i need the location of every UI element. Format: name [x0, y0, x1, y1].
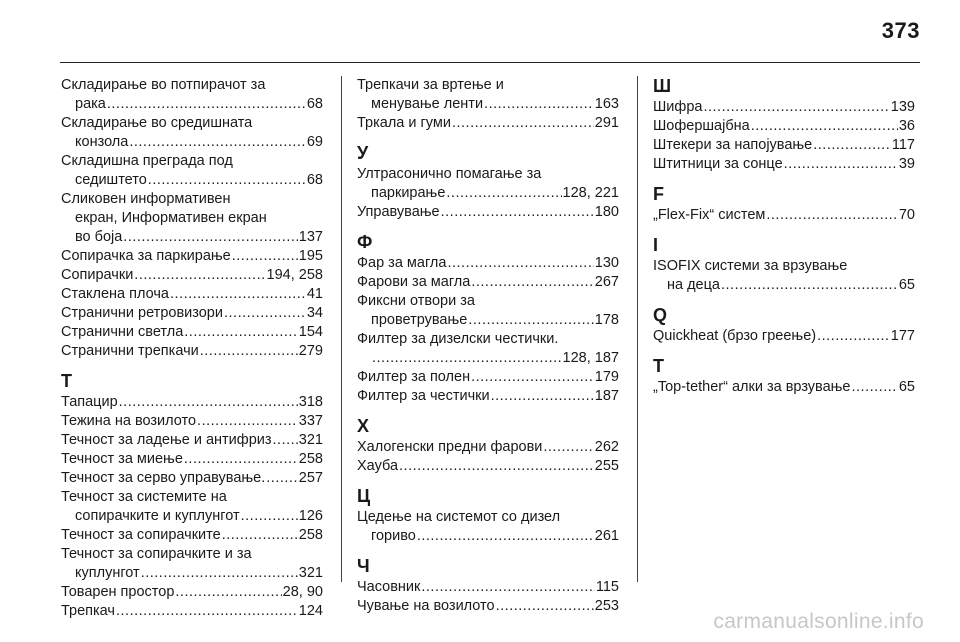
index-entry-text: Часовник: [357, 579, 421, 595]
dot-leader: [148, 171, 306, 190]
index-page-ref: 117: [891, 137, 915, 153]
index-entry: [61, 526, 323, 545]
index-entry-text: Сопирачка за паркирање: [61, 248, 231, 264]
index-entry-text: Странични трепкачи: [61, 343, 199, 359]
dot-leader: [184, 450, 298, 469]
index-entry-text: Ултрасонично помагање за: [357, 166, 542, 182]
index-entry: [357, 203, 619, 222]
index-entry-text: во боја: [75, 229, 123, 245]
index-entry-text: Странични ретровизори: [61, 305, 223, 321]
index-entry: [357, 292, 619, 330]
index-page-ref: 179: [594, 369, 619, 385]
dot-leader: [123, 228, 298, 247]
dot-leader: [417, 527, 594, 546]
index-page-ref: 177: [890, 328, 915, 344]
index-entry-text: Товарен простор: [61, 584, 175, 600]
dot-leader: [471, 368, 594, 387]
index-letter-heading: Ц: [357, 486, 371, 506]
dot-leader: [184, 323, 298, 342]
index-entry: [61, 469, 323, 488]
dot-leader: [197, 412, 298, 431]
watermark: carmanualsonline.info: [713, 610, 924, 633]
index-page-ref: 178: [594, 312, 619, 328]
index-entry: [357, 273, 619, 292]
index-entry-text: паркирање: [371, 185, 446, 201]
index-entry-text: Течност за сопирачките и за: [61, 546, 252, 562]
dot-leader: [784, 155, 898, 174]
dot-leader: [817, 327, 890, 346]
index-entry-text: Штекери за напојување: [653, 137, 813, 153]
index-page-ref: 34: [306, 305, 323, 321]
index-column-2: [357, 76, 619, 616]
index-page-ref: 139: [890, 99, 915, 115]
index-page-ref: 255: [594, 458, 619, 474]
dot-leader: [141, 564, 298, 583]
index-entry: [357, 114, 619, 133]
index-entry-text: гориво: [371, 528, 416, 544]
index-entry: [61, 488, 323, 526]
index-page-ref: 258: [298, 451, 323, 467]
index-entry-text: Филтер за дизелски честички.: [357, 331, 559, 347]
index-page-ref: 68: [306, 96, 323, 112]
index-entry-text: Филтер за полен: [357, 369, 471, 385]
index-entry: [61, 431, 323, 450]
index-entry-text: Сопирачки: [61, 267, 134, 283]
index-entry-text: Складирање во средишната: [61, 115, 253, 131]
index-page-ref: 291: [594, 115, 619, 131]
index-entry-text: Штитници за сонце: [653, 156, 783, 172]
index-page-ref: 128, 221: [562, 185, 619, 201]
index-entry: [357, 597, 619, 616]
dot-leader: [421, 578, 595, 597]
index-entry: [357, 254, 619, 273]
index-entry-text: Течност за миење: [61, 451, 183, 467]
index-entry: [653, 206, 915, 225]
index-entry-text: Трепкачи за вртење и: [357, 77, 504, 93]
index-page-ref: 41: [306, 286, 323, 302]
index-entry: [61, 285, 323, 304]
index-entry-text: Течност за серво управување.: [61, 470, 266, 486]
index-entry: [653, 327, 915, 346]
dot-leader: [766, 206, 898, 225]
index-entry: [653, 257, 915, 295]
index-entry: [357, 368, 619, 387]
index-entry-text: Quickheat (брзо греење): [653, 328, 817, 344]
index-entry: [61, 323, 323, 342]
index-entry-text: ISOFIX системи за врзување: [653, 258, 848, 274]
dot-leader: [273, 431, 298, 450]
index-page-ref: 195: [298, 248, 323, 264]
index-page-ref: 115: [595, 579, 619, 595]
index-page-ref: 194, 258: [266, 267, 323, 283]
index-entry: [653, 378, 915, 397]
index-entry: [61, 412, 323, 431]
dot-leader: [129, 133, 306, 152]
column-divider-2: [637, 76, 638, 582]
index-entry-text: седиштето: [75, 172, 147, 188]
dot-leader: [224, 304, 306, 323]
index-letter-heading: Q: [653, 305, 668, 325]
index-entry-text: Фарови за магла: [357, 274, 471, 290]
index-page-ref: 28, 90: [282, 584, 323, 600]
index-entry-text: Тежина на возилото: [61, 413, 197, 429]
column-divider-1: [341, 76, 342, 582]
dot-leader: [496, 597, 594, 616]
index-page-ref: 65: [898, 379, 915, 395]
dot-leader: [447, 254, 593, 273]
index-entry: [653, 136, 915, 155]
index-page-ref: 267: [594, 274, 619, 290]
index-entry-text: Хауба: [357, 458, 399, 474]
index-entry: [61, 247, 323, 266]
index-entry-text: проветрување: [371, 312, 468, 328]
dot-leader: [468, 311, 593, 330]
index-entry-text: Фиксни отвори за: [357, 293, 475, 309]
dot-leader: [119, 393, 298, 412]
index-letter-heading: T: [653, 356, 664, 376]
dot-leader: [721, 276, 898, 295]
index-letter-heading: Т: [61, 371, 72, 391]
dot-leader: [170, 285, 306, 304]
index-entry: [61, 393, 323, 412]
index-page-ref: 321: [298, 565, 323, 581]
index-entry: [357, 508, 619, 546]
dot-leader: [232, 247, 298, 266]
index-entry-text: на деца: [667, 277, 720, 293]
index-entry: [61, 190, 323, 247]
index-entry: [61, 602, 323, 621]
index-letter-heading: F: [653, 184, 664, 204]
dot-leader: [116, 602, 298, 621]
index-entry: [61, 583, 323, 602]
index-entry-text: Сликовен информативен: [61, 191, 231, 207]
header-rule: [60, 62, 920, 63]
index-entry-text: Управување: [357, 204, 440, 220]
index-entry-text: екран, Информативен екран: [75, 210, 267, 226]
index-page-ref: 126: [298, 508, 323, 524]
index-entry-text: Халогенски предни фарови: [357, 439, 543, 455]
index-entry: [357, 457, 619, 476]
index-page-ref: 321: [298, 432, 323, 448]
index-entry: [357, 387, 619, 406]
index-page-ref: 318: [298, 394, 323, 410]
index-entry-text: конзола: [75, 134, 129, 150]
index-entry: [653, 155, 915, 174]
index-entry: [653, 117, 915, 136]
dot-leader: [703, 98, 889, 117]
index-page-ref: 154: [298, 324, 323, 340]
index-page-ref: 68: [306, 172, 323, 188]
index-entry-text: Течност за сопирачките: [61, 527, 221, 543]
index-page-ref: 69: [306, 134, 323, 150]
dot-leader: [200, 342, 298, 361]
index-page-ref: 124: [298, 603, 323, 619]
index-letter-heading: Ш: [653, 76, 672, 96]
dot-leader: [446, 184, 561, 203]
index-entry-text: куплунгот: [75, 565, 140, 581]
dot-leader: [175, 583, 281, 602]
index-page-ref: 257: [298, 470, 323, 486]
index-column-1: [61, 76, 323, 621]
index-page-ref: 337: [298, 413, 323, 429]
dot-leader: [491, 387, 594, 406]
index-entry-text: рака: [75, 96, 106, 112]
index-entry: [357, 578, 619, 597]
index-entry-text: Фар за магла: [357, 255, 447, 271]
index-page-ref: 180: [594, 204, 619, 220]
index-entry: [61, 342, 323, 361]
dot-leader: [813, 136, 891, 155]
dot-leader: [484, 95, 594, 114]
dot-leader: [441, 203, 594, 222]
index-entry: [61, 304, 323, 323]
index-page-ref: 163: [594, 96, 619, 112]
index-entry-text: „Flex-Fix“ систем: [653, 207, 766, 223]
dot-leader: [107, 95, 306, 114]
index-page-ref: 253: [594, 598, 619, 614]
index-letter-heading: I: [653, 235, 659, 255]
index-entry: [61, 152, 323, 190]
index-page-ref: 187: [594, 388, 619, 404]
index-entry-text: Шофершајбна: [653, 118, 750, 134]
index-page-ref: 65: [898, 277, 915, 293]
dot-leader: [452, 114, 594, 133]
dot-leader: [852, 378, 898, 397]
index-page-ref: 262: [594, 439, 619, 455]
index-page-ref: 36: [898, 118, 915, 134]
index-entry-text: сопирачките и куплунгот: [75, 508, 240, 524]
index-page-ref: 261: [594, 528, 619, 544]
index-entry-text: Стаклена плоча: [61, 286, 169, 302]
index-entry-text: Тркала и гуми: [357, 115, 451, 131]
index-entry: [61, 114, 323, 152]
index-entry: [653, 98, 915, 117]
index-entry-text: менување ленти: [371, 96, 484, 112]
index-page-ref: 70: [898, 207, 915, 223]
index-entry-text: Трепкач: [61, 603, 115, 619]
dot-leader: [751, 117, 898, 136]
index-entry: [357, 76, 619, 114]
index-entry: [61, 76, 323, 114]
index-entry: [61, 545, 323, 583]
index-entry-text: „Top-tether“ алки за врзување: [653, 379, 851, 395]
dot-leader: [372, 349, 562, 368]
index-entry-text: Складишна преграда под: [61, 153, 233, 169]
index-column-3: [653, 76, 915, 397]
dot-leader: [241, 507, 298, 526]
dot-leader: [266, 469, 298, 488]
index-entry: [61, 266, 323, 285]
index-entry: [61, 450, 323, 469]
index-entry: [357, 438, 619, 457]
index-entry-text: Странични светла: [61, 324, 184, 340]
index-entry-text: Складирање во потпирачот за: [61, 77, 266, 93]
index-entry: [357, 165, 619, 203]
index-letter-heading: Х: [357, 416, 370, 436]
index-letter-heading: Ф: [357, 232, 373, 252]
index-entry-text: Течност за системите на: [61, 489, 227, 505]
index-letter-heading: Ч: [357, 556, 370, 576]
index-entry-text: Тапацир: [61, 394, 118, 410]
index-entry-text: Филтер за честички: [357, 388, 490, 404]
dot-leader: [471, 273, 593, 292]
index-page-ref: 128, 187: [562, 350, 619, 366]
dot-leader: [134, 266, 265, 285]
index-page-ref: 258: [298, 527, 323, 543]
index-letter-heading: У: [357, 143, 369, 163]
index-page-ref: 279: [298, 343, 323, 359]
index-entry-text: Чување на возилото: [357, 598, 495, 614]
index-entry-text: Течност за ладење и антифриз: [61, 432, 272, 448]
page-number: 373: [881, 18, 920, 43]
dot-leader: [399, 457, 594, 476]
index-entry-text: Цедење на системот со дизел: [357, 509, 561, 525]
index-entry: [357, 330, 619, 368]
index-page-ref: 130: [594, 255, 619, 271]
index-entry-text: Шифра: [653, 99, 703, 115]
index-page-ref: 137: [298, 229, 323, 245]
dot-leader: [222, 526, 298, 545]
dot-leader: [543, 438, 593, 457]
index-page-ref: 39: [898, 156, 915, 172]
